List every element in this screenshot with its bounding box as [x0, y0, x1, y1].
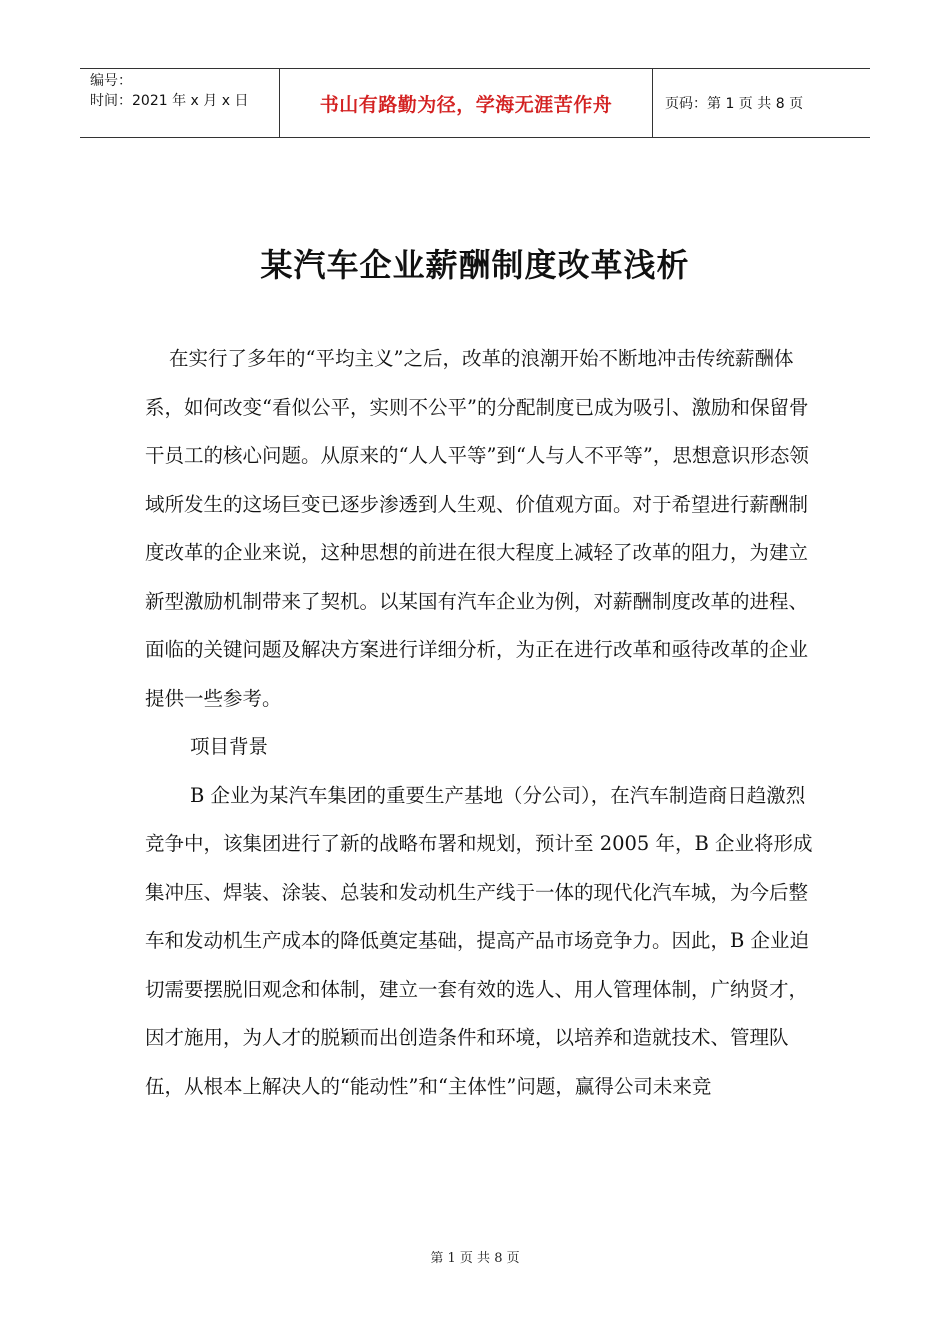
- doc-number-label: 编号：: [90, 73, 132, 89]
- intro-paragraph: 在实行了多年的“平均主义”之后，改革的浪潮开始不断地冲击传统薪酬体系，如何改变“看似公平，实则不公平”的分配制度已成为吸引、激励和保留骨干员工的核心问题。从原来的“人人平等”到“人与人不平等”，思想意识形态领域所发生的这场巨变已逐步渗透到人生观、价值观方面。对于希望进行薪酬制度改革的企业来说，这种思想的前进在很大程度上减轻了改革的阻力，为建立新型激励机制带来了契机。以某国有汽车企业为例，对薪酬制度改革的进程、面临的关键问题及解决方案进行详细分析，为正在进行改革和亟待改革的企业提供一些参考。: [145, 347, 809, 710]
- page-footer: 第 1 页 共 8 页: [430, 1251, 520, 1266]
- document-title: 某汽车企业薪酬制度改革浅析: [260, 246, 690, 284]
- header-meta: [80, 69, 280, 137]
- section-heading: 项目背景: [190, 735, 269, 758]
- doc-time-label: 时间：2021 年 x 月 x 日: [90, 93, 249, 109]
- header-motto-cell: [280, 69, 653, 137]
- header-page-info: 页码：第 1 页 共 8 页: [665, 96, 804, 112]
- background-paragraph: B 企业为某汽车集团的重要生产基地（分公司），在汽车制造商日趋激烈竞争中，该集团进行了新的战略布署和规划，预计至 2005 年，B 企业将形成集冲压、焊装、涂装、总装和发动机生产线于一体的现代化汽车城，为今后整车和发动机生产成本的降低奠定基础，提高产品市场竞争力。因此，B 企业迫切需要摆脱旧观念和体制，建立一套有效的选人、用人管理体制，广纳贤才，因才施用，为人才的脱颖而出创造条件和环境，以培养和造就技术、管理队伍，从根本上解决人的“能动性”和“主体性”问题，赢得公司未来竞: [145, 783, 813, 1098]
- header-motto: 书山有路勤为径，学海无涯苦作舟: [319, 93, 613, 116]
- document-header: [80, 68, 870, 138]
- document-body: [145, 335, 815, 1111]
